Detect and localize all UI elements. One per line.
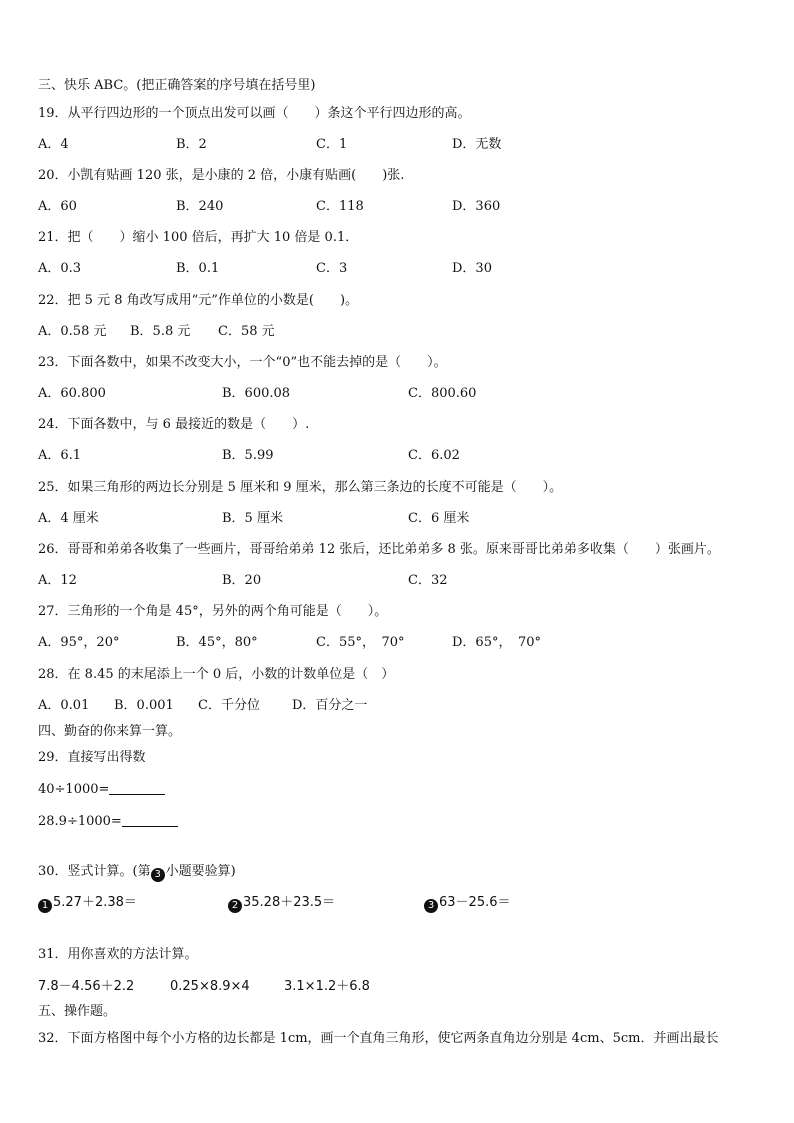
q27-option-a: A．95°，20° (38, 635, 120, 650)
q31-item-3: 3.1×1.2＋6.8 (284, 979, 370, 994)
section-5-title: 五、操作题。 (38, 1004, 117, 1019)
q29-item-2 (38, 814, 178, 830)
q30-item-1 (38, 895, 137, 913)
q31-item-1: 7.8－4.56＋2.2 (38, 979, 135, 994)
question-27-stem: 27．三角形的一个角是 45°，另外的两个角可能是（ ）。 (38, 604, 388, 619)
question-23-stem: 23．下面各数中，如果不改变大小，一个“0”也不能去掉的是（ ）。 (38, 355, 447, 370)
q20-option-b: B．240 (176, 199, 224, 214)
q28-option-d: D．百分之一 (292, 698, 368, 713)
q30-item-1-expr: 5.27＋2.38＝ (53, 895, 137, 910)
q19-option-b: B．2 (176, 137, 207, 152)
q30-item-2-expr: 35.28＋23.5＝ (243, 895, 336, 910)
q21-option-c: C．3 (316, 261, 348, 276)
question-32-stem: 32．下面方格图中每个小方格的边长都是 1cm，画一个直角三角形，使它两条直角边分别是 4cm、5cm．并画出最长 (38, 1031, 719, 1046)
answer-blank[interactable] (122, 814, 178, 827)
question-31-stem: 31．用你喜欢的方法计算。 (38, 947, 198, 962)
q28-option-b: B．0.001 (114, 698, 174, 713)
q23-option-b: B．600.08 (222, 386, 291, 401)
q29-item-1-expr: 40÷1000= (38, 782, 110, 797)
section-3-title: 三、快乐 ABC。(把正确答案的序号填在括号里) (38, 78, 316, 93)
q31-item-2: 0.25×8.9×4 (170, 979, 250, 994)
q30-stem-b: 小题要验算) (165, 864, 236, 879)
q23-option-a: A．60.800 (38, 386, 106, 401)
q27-option-d: D．65°， 70° (452, 635, 542, 650)
section-4-title: 四、勤奋的你来算一算。 (38, 724, 182, 739)
circled-number-icon: 2 (228, 899, 242, 913)
q24-option-a: A．6.1 (38, 448, 82, 463)
q20-option-d: D．360 (452, 199, 501, 214)
q21-option-b: B．0.1 (176, 261, 220, 276)
question-19-stem: 19．从平行四边形的一个顶点出发可以画（ ）条这个平行四边形的高。 (38, 106, 471, 121)
q21-option-a: A．0.3 (38, 261, 82, 276)
q25-option-a: A．4 厘米 (38, 511, 99, 526)
q29-item-2-expr: 28.9÷1000= (38, 814, 122, 829)
answer-blank[interactable] (109, 782, 165, 795)
question-29-stem: 29．直接写出得数 (38, 750, 146, 765)
q24-option-c: C．6.02 (408, 448, 460, 463)
q22-option-b: B．5.8 元 (130, 324, 191, 339)
q29-item-1 (38, 782, 165, 798)
q27-option-b: B．45°，80° (176, 635, 258, 650)
q20-option-c: C．118 (316, 199, 364, 214)
q23-option-c: C．800.60 (408, 386, 477, 401)
question-26-stem: 26．哥哥和弟弟各收集了一些画片，哥哥给弟弟 12 张后，还比弟弟多 8 张。原来哥哥比弟弟多收集（ ）张画片。 (38, 542, 720, 557)
q20-option-a: A．60 (38, 199, 77, 214)
q27-option-c: C．55°， 70° (316, 635, 405, 650)
q28-option-a: A．0.01 (38, 698, 90, 713)
q19-option-d: D．无数 (452, 137, 502, 152)
question-24-stem: 24．下面各数中，与 6 最接近的数是（ ）. (38, 417, 310, 432)
question-28-stem: 28．在 8.45 的末尾添上一个 0 后，小数的计数单位是（ ） (38, 667, 395, 682)
circled-number-icon: 1 (38, 899, 52, 913)
q26-option-c: C．32 (408, 573, 448, 588)
q30-stem-a: 30．竖式计算。(第 (38, 864, 151, 879)
question-21-stem: 21．把（ ）缩小 100 倍后，再扩大 10 倍是 0.1． (38, 230, 359, 245)
q30-item-3 (424, 895, 511, 913)
q22-option-a: A．0.58 元 (38, 324, 107, 339)
q25-option-c: C．6 厘米 (408, 511, 470, 526)
circled-number-icon: 3 (151, 868, 165, 882)
q24-option-b: B．5.99 (222, 448, 274, 463)
q22-option-c: C．58 元 (218, 324, 275, 339)
q19-option-a: A．4 (38, 137, 69, 152)
q30-item-2 (228, 895, 335, 913)
question-22-stem: 22．把 5 元 8 角改写成用“元”作单位的小数是( )。 (38, 293, 359, 308)
q30-item-3-expr: 63－25.6＝ (439, 895, 511, 910)
q19-option-c: C．1 (316, 137, 348, 152)
circled-number-icon: 3 (424, 899, 438, 913)
question-20-stem: 20．小凯有贴画 120 张，是小康的 2 倍，小康有贴画( )张. (38, 168, 405, 183)
question-25-stem: 25．如果三角形的两边长分别是 5 厘米和 9 厘米，那么第三条边的长度不可能是（ ）。 (38, 480, 563, 495)
question-30-stem (38, 864, 236, 882)
q26-option-b: B．20 (222, 573, 262, 588)
q26-option-a: A．12 (38, 573, 77, 588)
q28-option-c: C．千分位 (198, 698, 260, 713)
q25-option-b: B．5 厘米 (222, 511, 283, 526)
q21-option-d: D．30 (452, 261, 492, 276)
